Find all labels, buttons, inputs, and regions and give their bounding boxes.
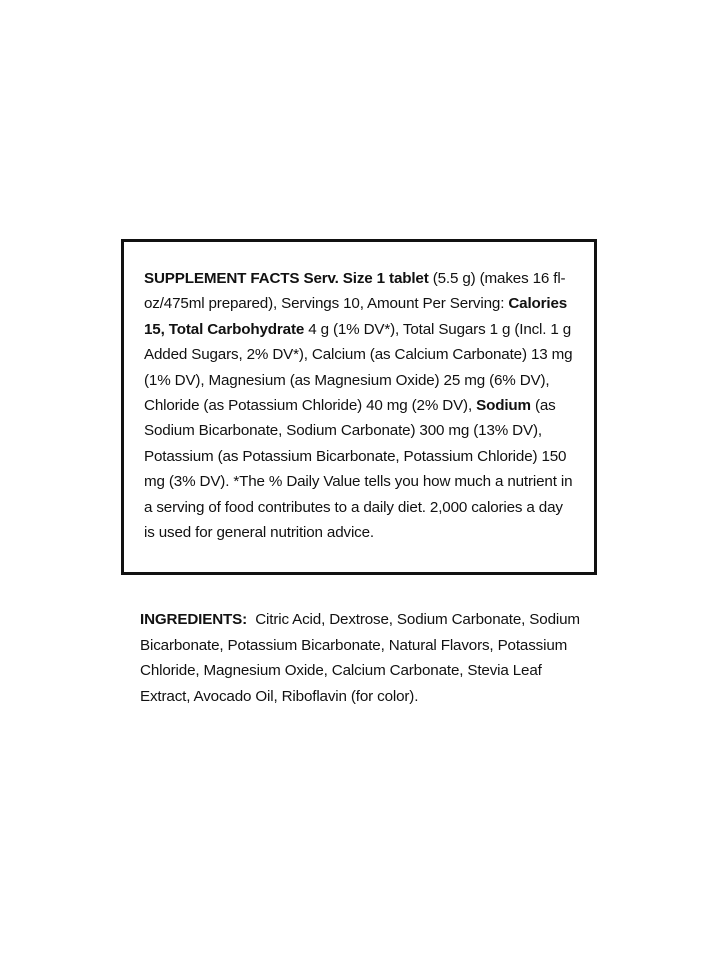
ingredients-label: INGREDIENTS: — [140, 611, 248, 628]
ingredients-list — [140, 607, 590, 709]
serving-info: (5.5 g) (makes 16 fl-oz/475ml prepared), Servings 10, Amount Per Serving: — [144, 270, 566, 313]
calories-carbohydrate-label: Calories 15, Total Carbohydrate — [144, 295, 568, 338]
remaining-nutrient-values: (as Sodium Bicarbonate, Sodium Carbonate) 300 mg (13% DV), Potassium (as Potassium Bicarbonate, Potassium Chloride) 150 mg (3% DV). *The % Daily Value tells you how much a nutrient in a serving of food contributes to a daily diet. 2,000 calories a day is used for general nutrition advice. — [144, 397, 573, 542]
ingredients-text: Citric Acid, Dextrose, Sodium Carbonate, Sodium Bicarbonate, Potassium Bicarbonate, Natural Flavors, Potassium Chloride, Magnesium Oxide, Calcium Carbonate, Stevia Leaf Extract, Avocado Oil, Riboflavin (for color). — [140, 611, 584, 705]
nutrient-values: 4 g (1% DV*), Total Sugars 1 g (Incl. 1 g Added Sugars, 2% DV*), Calcium (as Calcium Carbonate) 13 mg (1% DV), Magnesium (as Magnesium Oxide) 25 mg (6% DV), Chloride (as Potassium Chloride) 40 mg (2% DV), — [144, 320, 573, 415]
supplement-facts-heading: SUPPLEMENT FACTS Serv. Size 1 tablet — [144, 270, 429, 287]
sodium-label: Sodium — [476, 397, 531, 415]
supplement-facts-panel — [121, 239, 597, 575]
supplement-facts-text — [144, 266, 574, 545]
